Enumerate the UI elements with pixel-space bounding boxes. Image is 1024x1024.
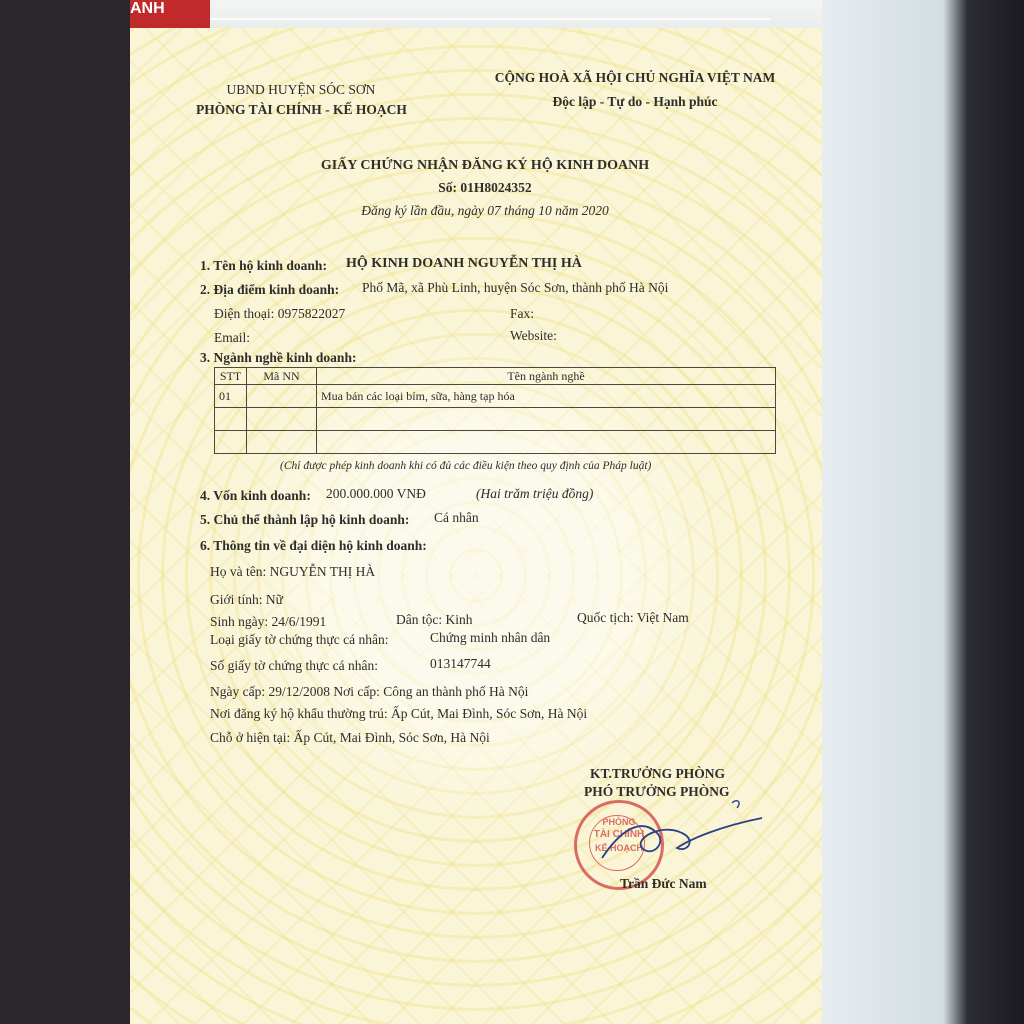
representative-nationality: Quốc tịch: Việt Nam <box>577 610 689 625</box>
signer-title-1: KT.TRƯỞNG PHÒNG <box>590 766 725 781</box>
business-name-value: HỘ KINH DOANH NGUYỄN THỊ HÀ <box>346 256 582 271</box>
table-cell <box>317 408 776 431</box>
table-cell <box>215 408 247 431</box>
representative-name: Họ và tên: NGUYỄN THỊ HÀ <box>210 564 376 579</box>
plastic-highlight <box>210 18 770 20</box>
website-field: Website: <box>510 328 557 343</box>
fax-field: Fax: <box>510 306 535 321</box>
seal-text-middle: TÀI CHÍNH <box>593 829 645 840</box>
founder-type-label: 5. Chủ thể thành lập hộ kinh doanh: <box>200 512 410 527</box>
table-cell <box>317 431 776 454</box>
header-motto: Độc lập - Tự do - Hạnh phúc <box>552 94 718 109</box>
handwritten-signature <box>582 788 782 878</box>
id-number-label: Số giấy tờ chứng thực cá nhân: <box>210 658 378 673</box>
table-row <box>215 431 776 454</box>
header-department: PHÒNG TÀI CHÍNH - KẾ HOẠCH <box>196 102 407 117</box>
capital-label: 4. Vốn kinh doanh: <box>200 488 311 503</box>
permanent-residence: Nơi đăng ký hộ khẩu thường trú: Ấp Cút, Mai Đình, Sóc Sơn, Hà Nội <box>210 706 588 721</box>
representative-label: 6. Thông tin về đại diện hộ kinh doanh: <box>200 538 427 553</box>
seal-text-bottom: KẾ HOẠCH <box>594 843 643 853</box>
seal-text-top: PHÒNG <box>602 817 636 827</box>
id-type-label: Loại giấy tờ chứng thực cá nhân: <box>210 632 389 647</box>
business-lines-table <box>214 367 776 454</box>
signer-title-2: PHÓ TRƯỞNG PHÒNG <box>584 784 730 799</box>
business-location-label: 2. Địa điểm kinh doanh: <box>200 282 340 297</box>
table-cell <box>247 431 317 454</box>
email-field: Email: <box>214 330 250 345</box>
signer-name: Trần Đức Nam <box>620 876 707 891</box>
representative-ethnicity: Dân tộc: Kinh <box>396 612 473 627</box>
founder-type-value: Cá nhân <box>434 510 479 525</box>
id-issue-info: Ngày cấp: 29/12/2008 Nơi cấp: Công an thành phố Hà Nội <box>210 684 529 699</box>
column-header: Mã NN <box>247 368 317 385</box>
current-residence: Chỗ ở hiện tại: Ấp Cút, Mai Đình, Sóc Sơn, Hà Nội <box>210 730 490 745</box>
backdrop-left <box>0 0 130 1024</box>
legal-note: (Chỉ được phép kinh doanh khi có đủ các điều kiện theo quy định của Pháp luật) <box>280 460 652 472</box>
backdrop-right <box>822 0 1024 1024</box>
table-cell <box>215 431 247 454</box>
representative-gender: Giới tính: Nữ <box>210 592 283 607</box>
table-row <box>215 385 776 408</box>
capital-in-words: (Hai trăm triệu đồng) <box>476 486 594 501</box>
table-row <box>215 408 776 431</box>
header-country: CỘNG HOÀ XÃ HỘI CHỦ NGHĨA VIỆT NAM <box>494 70 776 85</box>
business-location-value: Phố Mã, xã Phù Linh, huyện Sóc Sơn, thành phố Hà Nội <box>362 280 669 295</box>
table-cell: 01 <box>215 385 247 408</box>
banner-text: ANH <box>130 0 165 17</box>
document-number: Số: 01H8024352 <box>438 180 532 195</box>
representative-birthdate: Sinh ngày: 24/6/1991 <box>210 614 327 629</box>
header-authority: UBND HUYỆN SÓC SƠN <box>226 82 376 97</box>
table-header-row <box>215 368 776 385</box>
id-number-value: 013147744 <box>430 656 491 671</box>
phone-field: Điện thoại: 0975822027 <box>214 306 346 321</box>
table-cell <box>247 408 317 431</box>
column-header: STT <box>215 368 247 385</box>
certificate-paper <box>130 28 822 1024</box>
capital-value: 200.000.000 VNĐ <box>326 486 426 501</box>
registration-date: Đăng ký lần đầu, ngày 07 tháng 10 năm 2020 <box>361 203 609 218</box>
business-name-label: 1. Tên hộ kinh doanh: <box>200 258 327 273</box>
table-cell <box>247 385 317 408</box>
document-title: GIẤY CHỨNG NHẬN ĐĂNG KÝ HỘ KINH DOANH <box>320 158 650 173</box>
table-cell: Mua bán các loại bỉm, sữa, hàng tạp hóa <box>317 385 776 408</box>
business-lines-label: 3. Ngành nghề kinh doanh: <box>200 350 357 365</box>
id-type-value: Chứng minh nhân dân <box>430 630 551 645</box>
column-header: Tên ngành nghề <box>317 368 776 385</box>
